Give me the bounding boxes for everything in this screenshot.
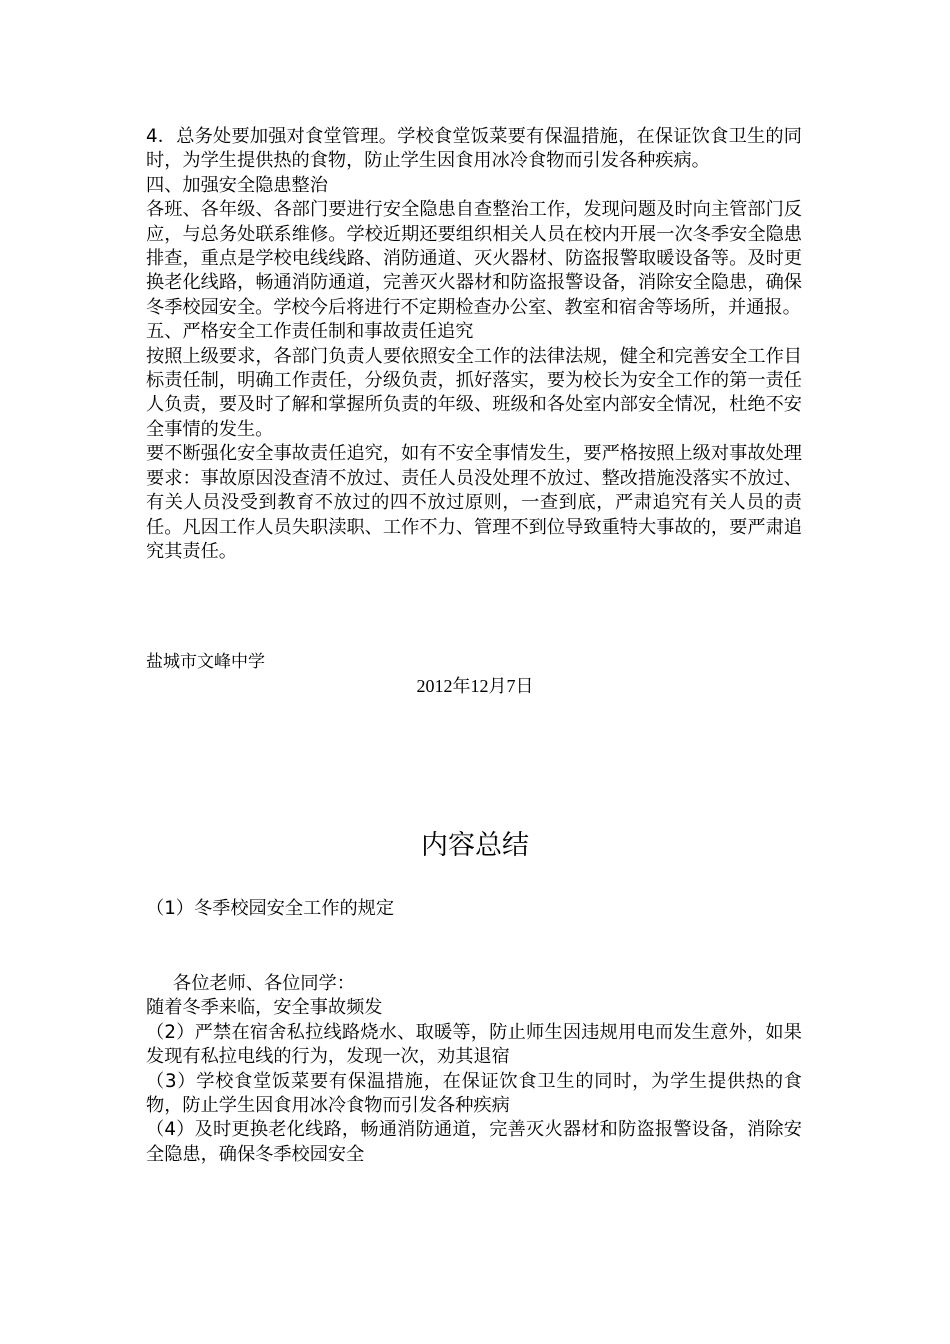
summary-item-4: （4）及时更换老化线路，畅通消防通道，完善灭火器材和防盗报警设备，消除安全隐患，确保冬季校园安全 [146, 1119, 802, 1165]
summary-item-1: （1）冬季校园安全工作的规定 [146, 898, 395, 919]
paragraph-hazard-check: 各班、各年级、各部门要进行安全隐患自查整治工作，发现问题及时向主管部门反应，与总务处联系维修。学校近期还要组织相关人员在校内开展一次冬季安全隐患排查，重点是学校电线线路、消防通道、灭火器材、防盗报警取暖设备等。及时更换老化线路，畅通消防通道，完善灭火器材和防盗报警设备，消除安全隐患，确保冬季校园安全。学校今后将进行不定期检查办公室、教室和宿舍等场所，并通报。 [146, 199, 802, 318]
summary-title: 内容总结 [421, 830, 529, 861]
summary-greeting: 各位老师、各位同学： [173, 973, 355, 994]
signature: 盐城市文峰中学 [146, 652, 265, 672]
paragraph-accountability: 要不断强化安全事故责任追究，如有不安全事情发生，要严格按照上级对事故处理要求：事故原因没查清不放过、责任人员没处理不放过、整改措施没落实不放过、有关人员没受到教育不放过的四不放过原则，一查到底，严肃追究有关人员的责任。凡因工作人员失职渎职、工作不力、管理不到位导致重特大事故的，要严肃追究其责任。 [146, 443, 802, 562]
summary-item-2: （2）严禁在宿舍私拉线路烧水、取暖等，防止师生因违规用电而发生意外，如果发现有私拉电线的行为，发现一次，劝其退宿 [146, 1021, 802, 1068]
summary-body [146, 972, 802, 1167]
document-date: 2012年12月7日 [416, 676, 534, 696]
document-body [146, 125, 802, 564]
heading-section-four: 四、加强安全隐患整治 [146, 174, 328, 196]
paragraph-canteen: 4．总务处要加强对食堂管理。学校食堂饭菜要有保温措施，在保证饮食卫生的同时，为学生提供热的食物，防止学生因食用冰冷食物而引发各种疾病。 [146, 126, 802, 172]
heading-section-five: 五、严格安全工作责任制和事故责任追究 [146, 321, 474, 343]
paragraph-responsibility: 按照上级要求，各部门负责人要依照安全工作的法律法规，健全和完善安全工作目标责任制，明确工作责任，分级负责，抓好落实，要为校长为安全工作的第一责任人负责，要及时了解和掌握所负责的年级、班级和各处室内部安全情况，杜绝不安全事情的发生。 [146, 345, 802, 440]
summary-intro: 随着冬季来临，安全事故频发 [146, 997, 383, 1019]
summary-item-3: （3）学校食堂饭菜要有保温措施，在保证饮食卫生的同时，为学生提供热的食物，防止学生因食用冰冷食物而引发各种疾病 [146, 1070, 802, 1117]
